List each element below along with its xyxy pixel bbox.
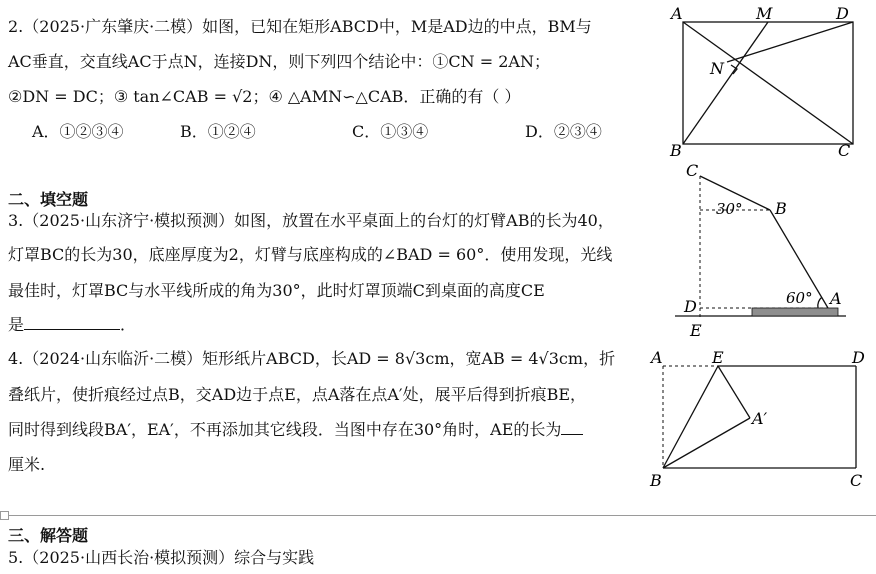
q2-line-dn (727, 22, 853, 62)
q2-option-b[interactable]: B．①②④ (180, 122, 256, 141)
q3-angle-60: 60° (786, 289, 813, 307)
q4-line-4: 厘米. (8, 455, 46, 474)
q3-line-1: 3.（2025·山东济宁·模拟预测）如图，放置在水平桌面上的台灯的灯臂AB的长为40， (8, 211, 614, 230)
q4-label-c: C (850, 471, 863, 490)
q2-option-c[interactable]: C．①③④ (352, 122, 429, 141)
q3-line-4-suffix: ． (120, 315, 137, 334)
q2-figure (668, 2, 868, 162)
q4-label-a: A (651, 348, 663, 367)
q2-line-bm (683, 22, 768, 144)
q4-figure (648, 346, 870, 492)
q5-line-1: 5.（2025·山西长治·模拟预测）综合与实践 (8, 548, 315, 567)
q3-line-4 (8, 315, 136, 335)
q3-angle-30: 30° (716, 200, 743, 218)
q2-label-a: A (671, 4, 683, 23)
q2-option-d[interactable]: D．②③④ (525, 122, 602, 141)
q4-label-e: E (712, 348, 724, 367)
q3-angle-arc-60 (818, 297, 822, 308)
q4-label-d: D (852, 348, 865, 367)
q2-line-3: ②DN = DC；③ tan∠CAB = √2；④ △AMN∽△CAB．正确的有（ ） (8, 87, 521, 106)
q4-line-3-text: 同时得到线段BA′，EA′，不再添加其它线段．当图中存在30°角时，AE的长为 (8, 420, 562, 439)
q2-label-c: C (838, 141, 851, 160)
page-break-marker-icon (0, 511, 9, 520)
q4-label-a-prime: A′ (752, 409, 768, 428)
q4-line-1: 4.（2024·山东临沂·二模）矩形纸片ABCD，长AD = 8√3cm，宽AB = 4√3cm，折 (8, 349, 616, 368)
q4-segment-ea1 (718, 366, 750, 418)
q4-answer-blank[interactable] (561, 420, 583, 435)
q2-option-a[interactable]: A．①②③④ (32, 122, 124, 141)
q2-label-b: B (670, 141, 682, 160)
q3-figure (660, 158, 870, 340)
section-3-title: 三、解答题 (8, 526, 89, 545)
section-2-title: 二、填空题 (8, 190, 89, 209)
q2-label-n: N (710, 59, 724, 78)
q3-lamp-base (752, 308, 838, 316)
q2-right-angle-mark (731, 65, 737, 74)
page-break-divider (0, 515, 876, 516)
q3-label-b: B (775, 199, 787, 218)
q3-label-d: D (684, 297, 697, 316)
q4-line-3 (8, 420, 583, 440)
q4-label-b: B (650, 471, 662, 490)
q3-label-a: A (830, 289, 842, 308)
q2-label-d: D (836, 4, 849, 23)
q3-label-e: E (690, 321, 702, 340)
q3-line-2: 灯罩BC的长为30，底座厚度为2，灯臂与底座构成的∠BAD = 60°．使用发现，光线 (8, 245, 613, 264)
q2-label-m: M (756, 4, 773, 23)
q2-line-1: 2.（2025·广东肇庆·二模）如图，已知在矩形ABCD中，M是AD边的中点，BM与 (8, 17, 592, 36)
q3-label-c: C (686, 161, 699, 180)
q3-answer-blank[interactable] (24, 315, 120, 330)
q2-line-ac (683, 22, 853, 144)
q2-line-2: AC垂直，交直线AC于点N，连接DN，则下列四个结论中：①CN = 2AN； (8, 52, 550, 71)
q3-line-3: 最佳时，灯罩BC与水平线所成的角为30°，此时灯罩顶端C到桌面的高度CE (8, 281, 545, 300)
q4-line-2: 叠纸片，使折痕经过点B，交AD边于点E，点A落在点A′处，展平后得到折痕BE， (8, 385, 587, 404)
q3-line-4-prefix: 是 (8, 315, 25, 334)
